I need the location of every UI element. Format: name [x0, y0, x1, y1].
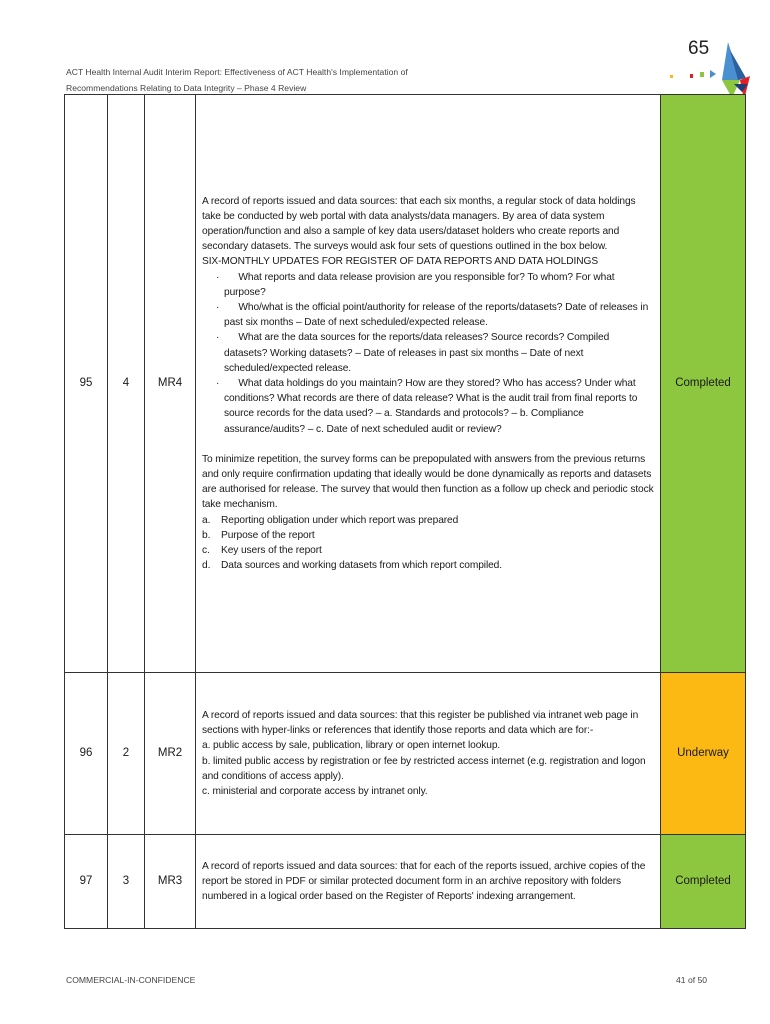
row-priority: 4 — [108, 95, 145, 673]
description-paragraph: To minimize repetition, the survey forms can be prepopulated with answers from the previous returns and only require confirmation updating that ideally would be done dynamically as reports and datasets are authorised for release. The survey that would then function as a follow up check and periodic stock take mechanism. — [202, 453, 654, 511]
description-line: c. ministerial and corporate access by intranet only. — [202, 785, 428, 797]
description-line: b. limited public access by registration or fee by restricted access internet (e.g. registration and logon and conditions of access apply). — [202, 755, 646, 782]
row-number: 97 — [65, 835, 108, 929]
list-item: a. Reporting obligation under which report was prepared — [202, 514, 459, 526]
recommendations-table — [64, 94, 746, 929]
page-count-footer: 41 of 50 — [676, 975, 708, 985]
act-health-logo-icon — [660, 40, 750, 102]
table-row — [65, 673, 746, 835]
header-line-1: ACT Health Internal Audit Interim Report: Effectiveness of ACT Health's Implementation of — [66, 67, 408, 77]
description-intro: A record of reports issued and data sources: that this register be published via intranet web page in sections with hyper-links or references that identify those reports and data which are for:- — [202, 709, 639, 737]
row-number: 96 — [65, 673, 108, 835]
description-intro: A record of reports issued and data sources: that each six months, a regular stock of data holdings take be conducted by web portal with data analysts/data managers. By area of data system operation/function and also a sample of key data users/dataset holders who create reports and secondary datasets. The surveys would ask four sets of questions outlined in the box below. — [202, 195, 636, 253]
table-row — [65, 95, 746, 673]
confidentiality-footer: COMMERCIAL-IN-CONFIDENCE — [66, 975, 196, 985]
row-description — [196, 673, 661, 835]
row-reference: MR4 — [145, 95, 196, 673]
row-priority: 2 — [108, 673, 145, 835]
row-number: 95 — [65, 95, 108, 673]
row-description: A record of reports issued and data sources: that each six months, a regular stock of data holdings take be conducted by web portal with data analysts/data managers. By area of data system operation/function and also a sample of key data users/dataset holders who create reports and secondary datasets. The surveys would ask four sets of questions outlined in the box below. SIX-MONTHLY UPDATES FOR REGISTER OF DATA REPORTS AND DATA HOLDINGS · What reports and data release provision are you responsible for? To whom? For what purpose? · Who/what is the official point/authority for release of the reports/datasets? Date of releases in past six months – Date of next scheduled/expected release. · What are the data sources for the reports/data releases? Source records? Compiled datasets? Working datasets? – Date of releases in past six months – Date of next scheduled/expected release. · What data holdings do you maintain? How are they stored? Who has access? Under what conditions? What records are there of data release? What is the audit trail from final reports to source records for the data used? – a. Standards and protocols? – b. Compliance assurance/audits? – c. Date of next scheduled audit or review? To minimize repetition, the survey forms can be prepopulated with answers from the previous returns and only require confirmation updating that ideally would be done dynamically as reports and datasets are authorised for release. The survey that would then function as a follow up check and periodic stock take mechanism. a. Reporting obligation under which report was prepared b. Purpose of the report c. Key users of the report d. Data sources and working datasets from which report compiled. — [196, 95, 661, 673]
list-item: b. Purpose of the report — [202, 529, 315, 541]
table-row — [65, 835, 746, 929]
row-priority: 3 — [108, 835, 145, 929]
description-heading: SIX-MONTHLY UPDATES FOR REGISTER OF DATA REPORTS AND DATA HOLDINGS — [202, 256, 599, 268]
status-badge: Completed — [661, 835, 746, 929]
page-number: 65 — [688, 38, 710, 59]
description-bullet: What data holdings do you maintain? How are they stored? Who has access? Under what conditions? What records are there of data release? What is the audit trail from final reports to source records for the data used? – a. Standards and protocols? – b. Compliance assurance/audits? – c. Date of next scheduled audit or review? — [224, 378, 638, 435]
row-description — [196, 835, 661, 929]
description-bullet: What reports and data release provision are you responsible for? To whom? For what purpose? — [224, 271, 615, 298]
status-badge: Completed — [661, 95, 746, 673]
description-bullet: Who/what is the official point/authority for release of the reports/datasets? Date of releases in past six months – Date of next scheduled/expected release. — [224, 301, 649, 329]
list-item: d. Data sources and working datasets from which report compiled. — [202, 560, 502, 572]
list-item: c. Key users of the report — [202, 545, 322, 557]
description-line: a. public access by sale, publication, library or open internet lookup. — [202, 740, 501, 752]
row-reference: MR3 — [145, 835, 196, 929]
description-bullet: What are the data sources for the reports/data releases? Source records? Compiled datasets? Working datasets? – Date of releases in past six months – Date of next scheduled/expected release. — [224, 332, 610, 374]
status-badge: Underway — [661, 673, 746, 835]
description-intro: A record of reports issued and data sources: that for each of the reports issued, archive copies of the report be stored in PDF or similar protected document form in an archive repository with folders numbered in a logical order based on the Register of Reports' indexing arrangement. — [202, 860, 646, 903]
document-header — [66, 64, 408, 96]
header-line-2: Recommendations Relating to Data Integrity – Phase 4 Review — [66, 83, 307, 93]
row-reference: MR2 — [145, 673, 196, 835]
